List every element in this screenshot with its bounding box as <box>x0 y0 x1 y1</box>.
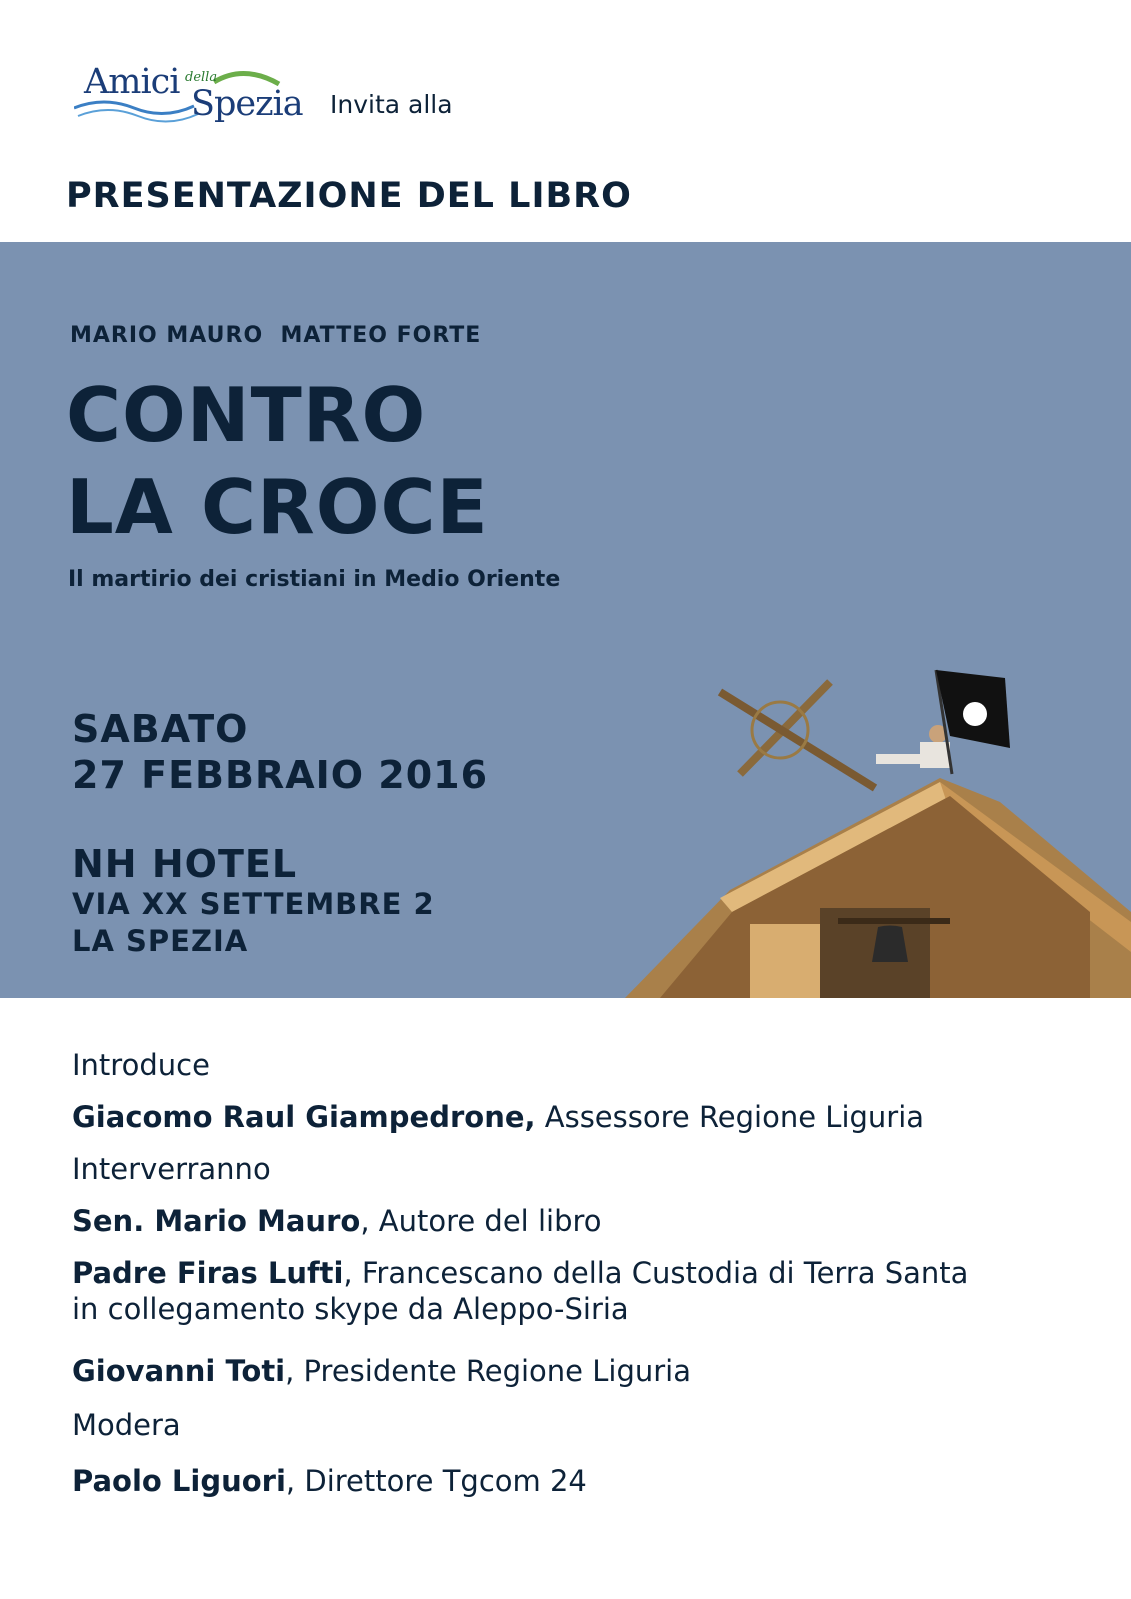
logo-word-della: della <box>185 70 218 85</box>
speaker-name: Padre Firas Lufti <box>72 1256 344 1290</box>
book-banner <box>0 242 1131 998</box>
book-title-line1: CONTRO <box>66 371 427 459</box>
event-type-heading: PRESENTAZIONE DEL LIBRO <box>66 176 632 216</box>
speaker-row-liguori <box>72 1464 587 1498</box>
introduce-label: Introduce <box>72 1048 210 1082</box>
speaker-name: Sen. Mario Mauro <box>72 1204 361 1238</box>
speaker-row-lufti <box>72 1256 968 1290</box>
logo-word-spezia: Spezia <box>191 84 303 124</box>
speaker-name: Giacomo Raul Giampedrone, <box>72 1100 536 1134</box>
logo-word-amici: Amici <box>84 62 180 102</box>
speaker-role: , Direttore Tgcom 24 <box>285 1464 587 1498</box>
speaker-row-mauro <box>72 1204 602 1238</box>
event-day: SABATO <box>72 707 249 751</box>
book-title <box>66 369 489 553</box>
invite-text: Invita alla <box>330 90 453 119</box>
book-title-line2: LA CROCE <box>66 463 489 551</box>
venue-address: VIA XX SETTEMBRE 2 <box>72 887 435 921</box>
book-authors: MARIO MAURO MATTEO FORTE <box>70 323 482 348</box>
venue-city: LA SPEZIA <box>72 924 249 958</box>
modera-label: Modera <box>72 1408 181 1442</box>
speaker-name: Paolo Liguori <box>72 1464 286 1498</box>
amici-della-spezia-logo <box>74 58 314 134</box>
speaker-row-giampedrone <box>72 1100 924 1134</box>
speaker-role: , Francescano della Custodia di Terra Santa <box>343 1256 969 1290</box>
event-date <box>72 706 488 798</box>
venue-name: NH HOTEL <box>72 842 298 886</box>
bell-icon <box>872 926 908 963</box>
event-full-date: 27 FEBBRAIO 2016 <box>72 753 489 797</box>
speaker-name: Giovanni Toti <box>72 1354 286 1388</box>
speaker-role: Assessore Regione Liguria <box>535 1100 925 1134</box>
church-roof-photo <box>620 662 1131 998</box>
book-subtitle: Il martirio dei cristiani in Medio Oriente <box>68 567 561 592</box>
interverranno-label: Interverranno <box>72 1152 271 1186</box>
speaker-role: , Autore del libro <box>360 1204 602 1238</box>
speaker-note-lufti: in collegamento skype da Aleppo-Siria <box>72 1292 629 1326</box>
speaker-role: , Presidente Regione Liguria <box>285 1354 691 1388</box>
speaker-row-toti <box>72 1354 691 1388</box>
event-venue <box>72 842 435 960</box>
